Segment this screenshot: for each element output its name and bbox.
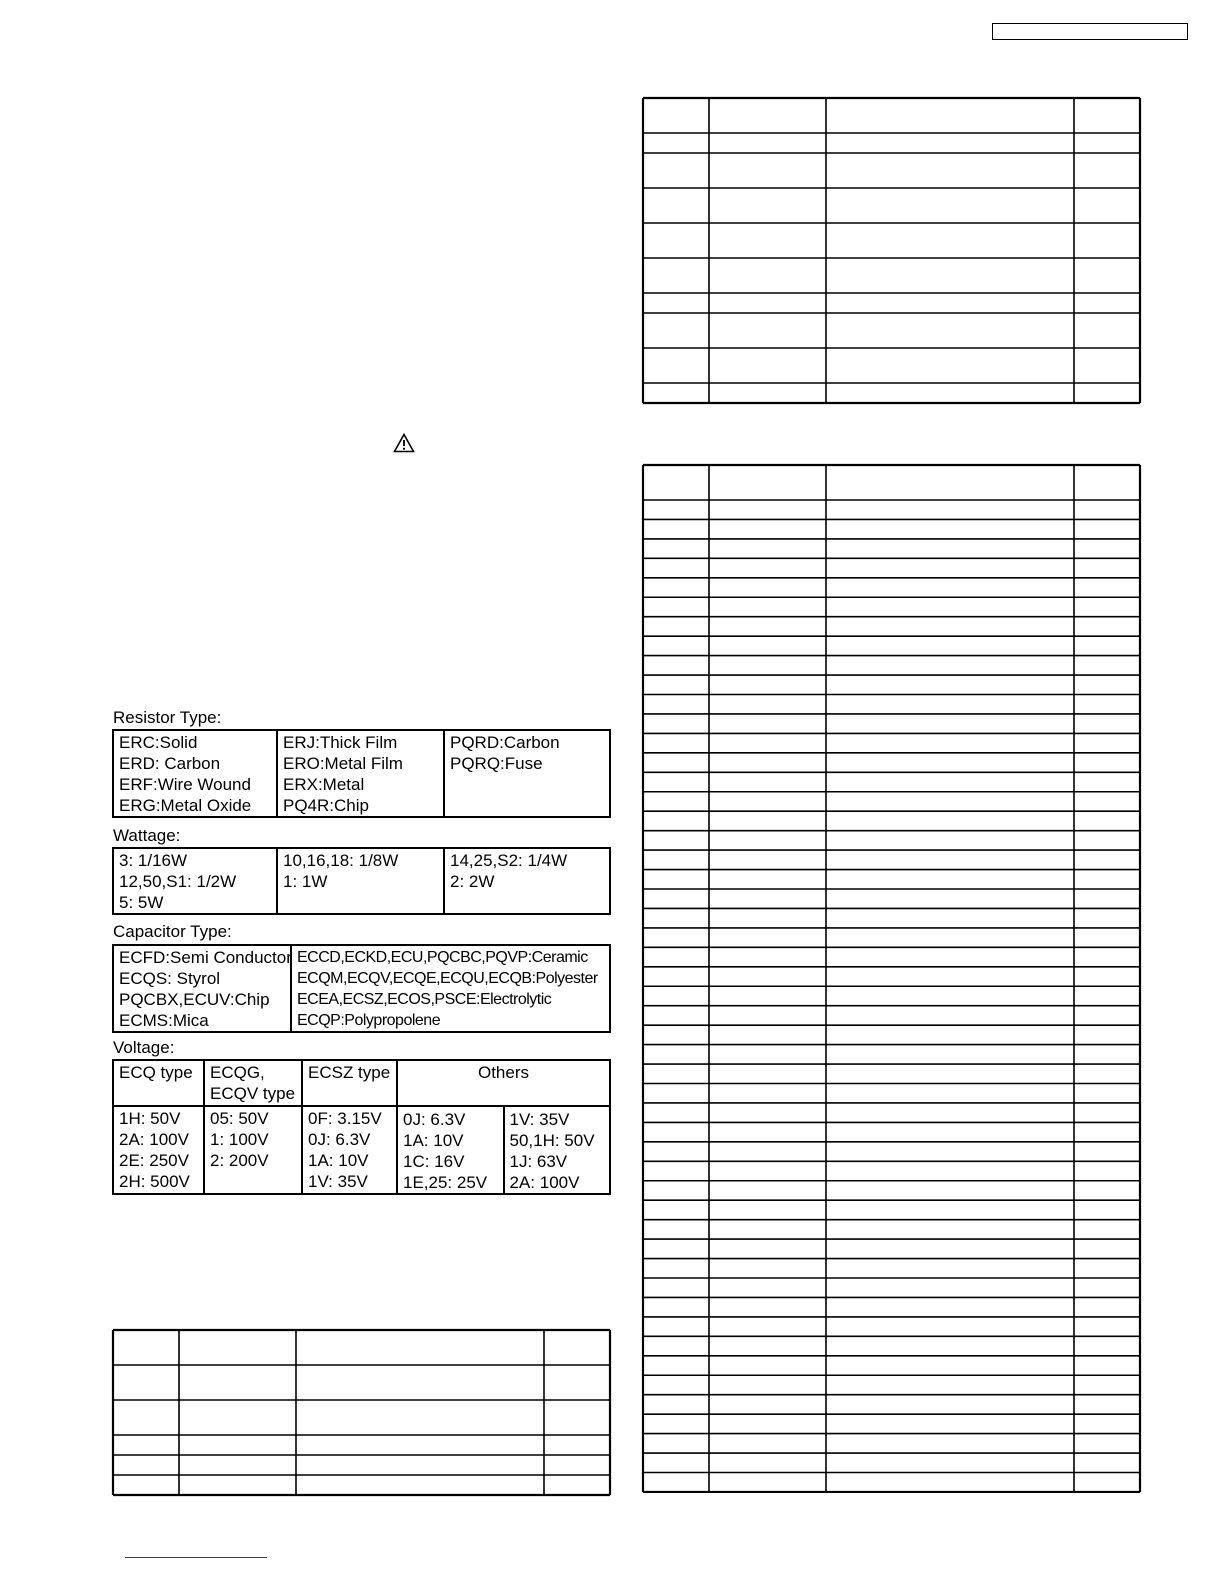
voltage-table [112, 1059, 611, 1195]
parts-table-bottom-left [112, 1329, 612, 1497]
footer-link-underline[interactable] [125, 1557, 267, 1558]
resistor-type-table [112, 729, 611, 818]
parts-table-top-right [642, 97, 1142, 405]
resistor-type-col-1: ERC:Solid ERD: Carbon ERF:Wire Wound ERG:Metal Oxide [113, 730, 277, 817]
voltage-others-col-1: 0J: 6.3V 1A: 10V 1C: 16V 1E,25: 25V [403, 1110, 488, 1192]
capacitor-type-col-2: ECCD,ECKD,ECU,PQCBC,PQVP:Ceramic ECQM,ECQV,ECQE,ECQU,ECQB:Polyester ECEA,ECSZ,ECOS,PSCE:Electrolytic ECQP:Polypropolene [291, 945, 610, 1032]
wattage-col-2: 10,16,18: 1/8W 1: 1W [277, 848, 444, 914]
voltage-header-ecqg: ECQG, ECQV type [204, 1060, 302, 1106]
voltage-col-others [397, 1106, 610, 1194]
voltage-caption: Voltage: [113, 1038, 175, 1057]
capacitor-type-table [112, 944, 611, 1033]
voltage-col-ecsz: 0F: 3.15V 0J: 6.3V 1A: 10V 1V: 35V [302, 1106, 397, 1194]
voltage-others-col-2: 1V: 35V 50,1H: 50V 1J: 63V 2A: 100V [503, 1107, 610, 1193]
resistor-type-caption: Resistor Type: [113, 708, 222, 727]
resistor-type-col-3: PQRD:Carbon PQRQ:Fuse [444, 730, 610, 817]
wattage-col-3: 14,25,S2: 1/4W 2: 2W [444, 848, 610, 914]
capacitor-type-col-1: ECFD:Semi Conductor ECQS: Styrol PQCBX,ECUV:Chip ECMS:Mica [113, 945, 291, 1032]
wattage-table [112, 847, 611, 915]
voltage-header-others: Others [397, 1060, 610, 1106]
model-number-box [992, 23, 1188, 40]
warning-triangle-icon [393, 433, 415, 453]
voltage-col-ecq: 1H: 50V 2A: 100V 2E: 250V 2H: 500V [113, 1106, 204, 1194]
voltage-header-ecq: ECQ type [113, 1060, 204, 1106]
parts-table-main [642, 464, 1142, 1493]
voltage-col-ecqg: 05: 50V 1: 100V 2: 200V [204, 1106, 302, 1194]
resistor-type-col-2: ERJ:Thick Film ERO:Metal Film ERX:Metal PQ4R:Chip [277, 730, 444, 817]
capacitor-type-caption: Capacitor Type: [113, 922, 232, 941]
wattage-caption: Wattage: [113, 826, 181, 845]
wattage-col-1: 3: 1/16W 12,50,S1: 1/2W 5: 5W [113, 848, 277, 914]
voltage-header-ecsz: ECSZ type [302, 1060, 397, 1106]
